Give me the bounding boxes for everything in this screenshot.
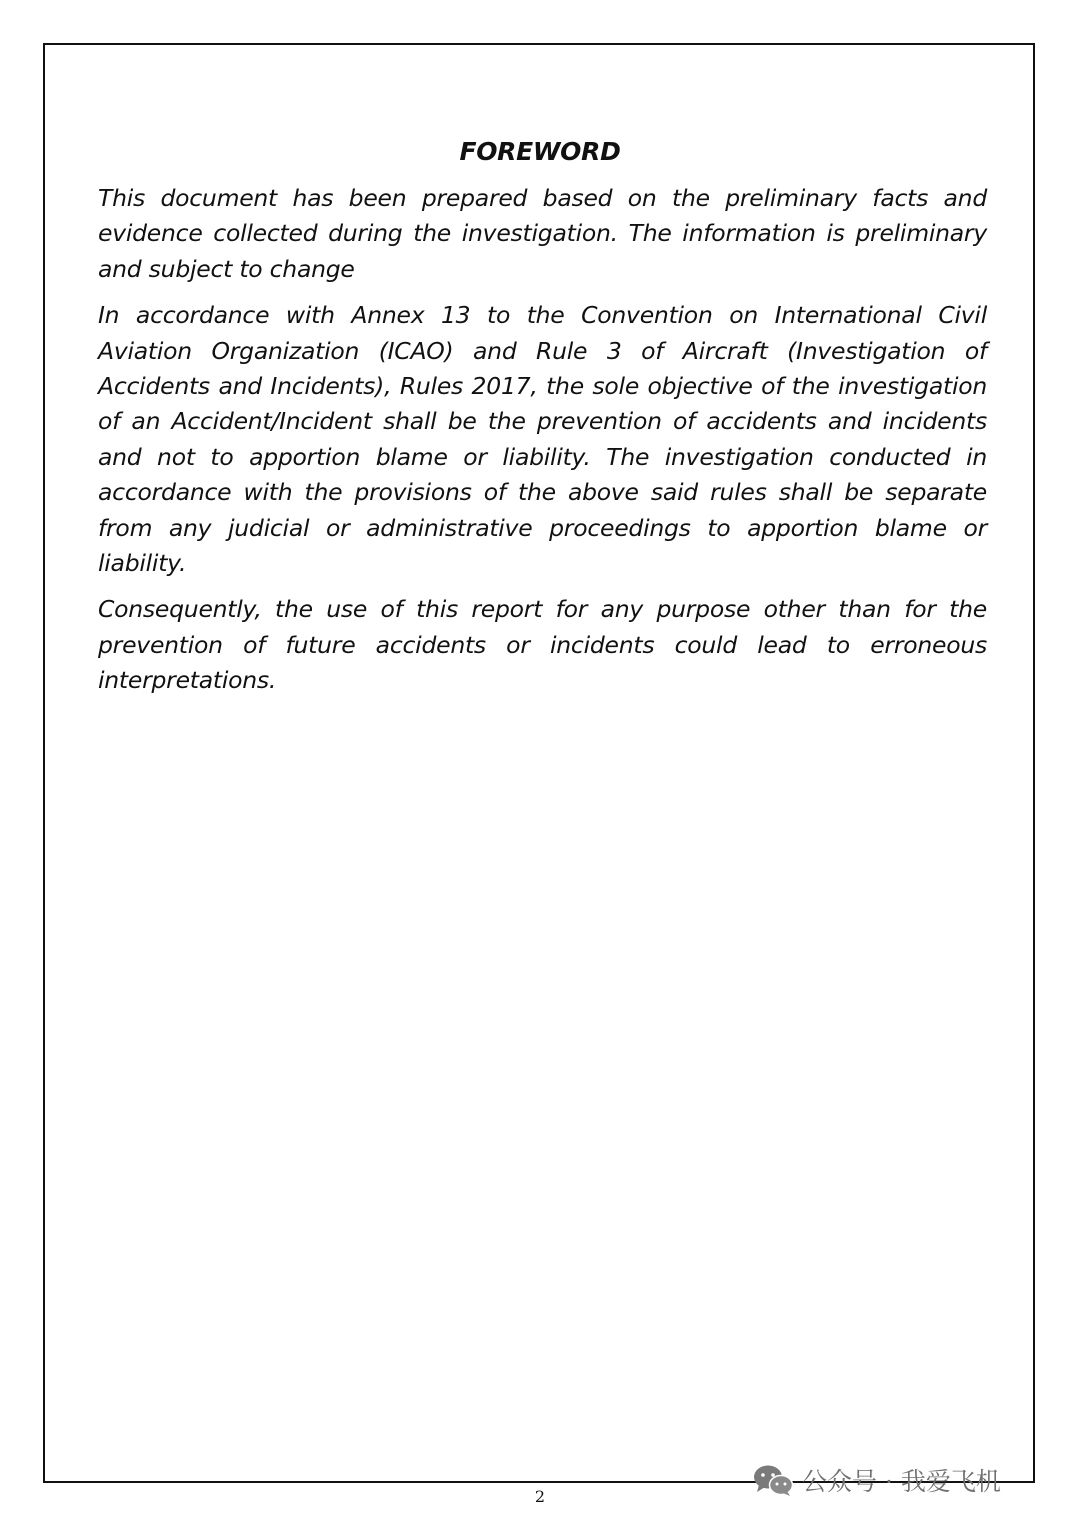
wechat-watermark [752, 1460, 1001, 1500]
watermark-text: 公众号 · 我爱飞机 [802, 1467, 1001, 1496]
foreword-body [98, 181, 987, 710]
paragraph-preliminary-notice: This document has been prepared based on the preliminary facts and evidence collected during the investigation. The information is preliminary and subject to change [98, 184, 987, 283]
wechat-logo-icon [752, 1463, 794, 1497]
page-number: 2 [534, 1487, 546, 1506]
paragraph-investigation-objective: In accordance with Annex 13 to the Convention on International Civil Aviation Organization (ICAO) and Rule 3 of Aircraft (Investigation of Accidents and Incidents), Rules 2017, the sole objective of the investigation of an Accident/Incident shall be the prevention of accidents and incidents and not to apportion blame or liability. The investigation conducted in accordance with the provisions of the above said rules shall be separate from any judicial or administrative proceedings to apportion blame or liability. [98, 301, 987, 578]
paragraph-usage-disclaimer: Consequently, the use of this report for any purpose other than for the prevention of future accidents or incidents could lead to erroneous interpretations. [98, 595, 987, 695]
foreword-heading: FOREWORD [459, 137, 621, 166]
